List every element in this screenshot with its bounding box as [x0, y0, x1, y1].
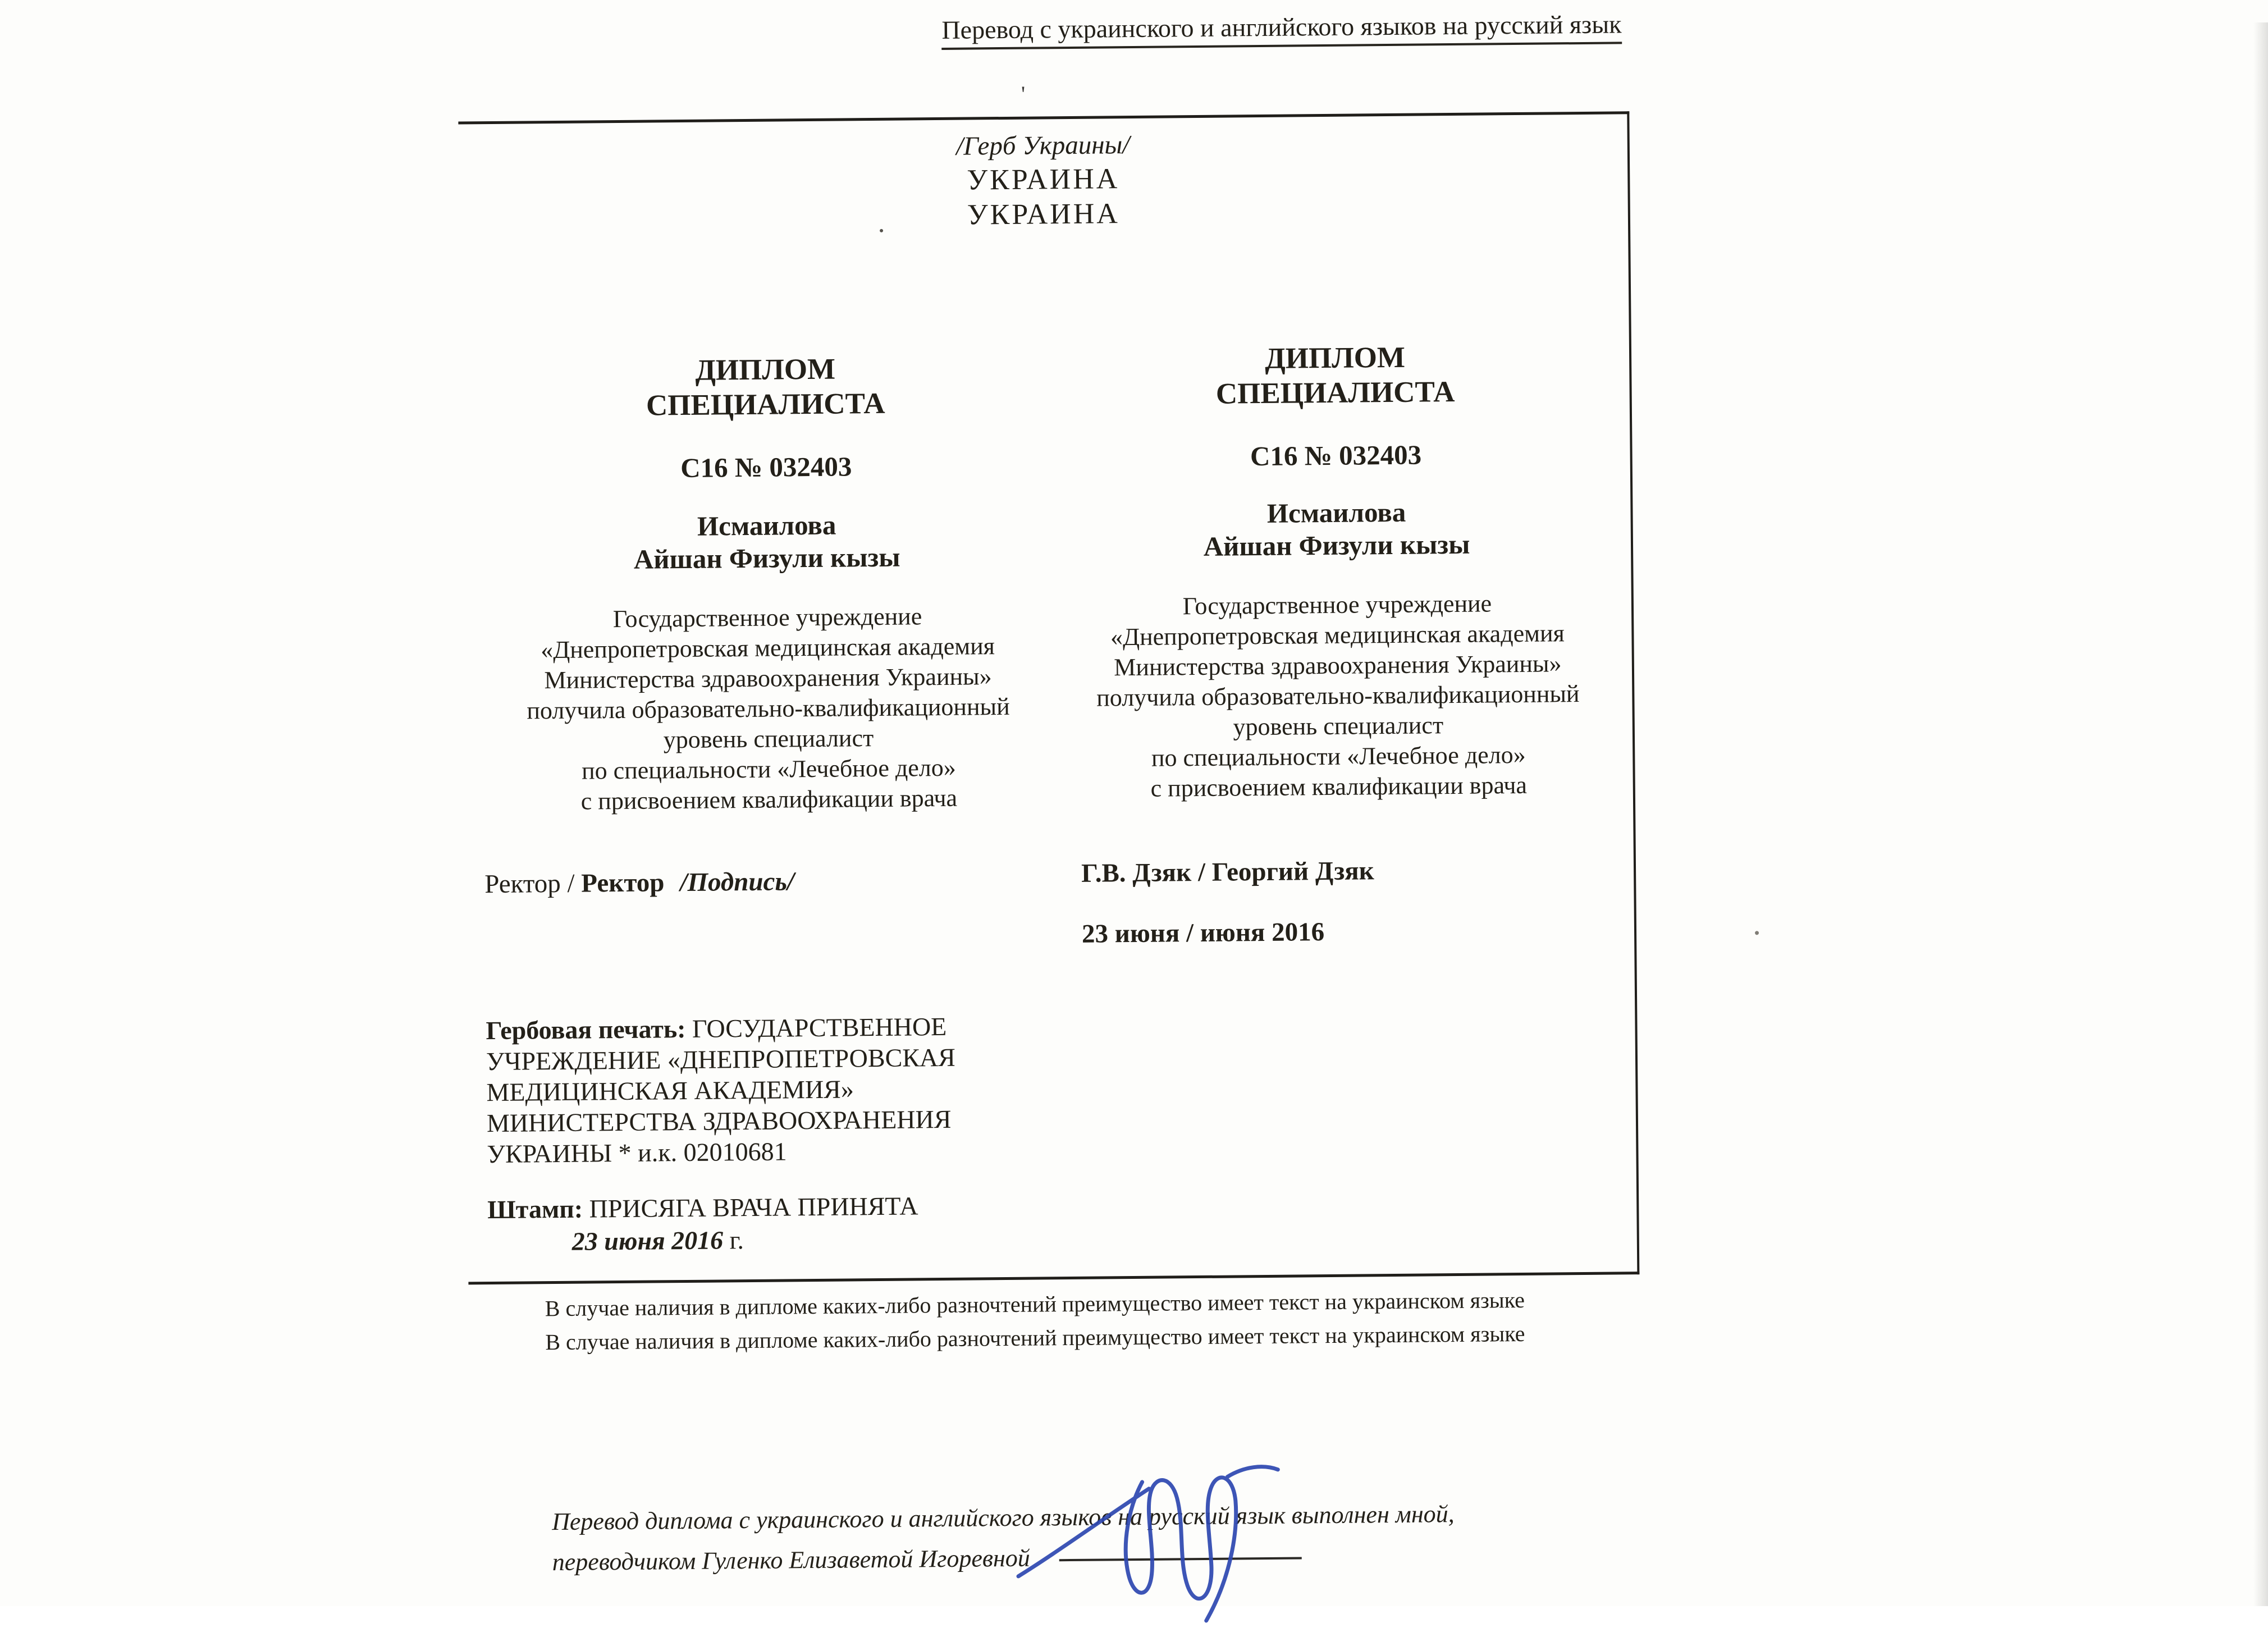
left-holder-given-names: Айшан Физули кызы [633, 541, 900, 575]
scan-noise-mark: ' [1021, 81, 1026, 107]
emblem-block [459, 124, 1629, 237]
left-body-line: Министерства здравоохранения Украины» [544, 662, 992, 694]
right-body-line: Государственное учреждение [1182, 589, 1492, 620]
scan-edge-shadow [2253, 22, 2268, 1606]
translation-header-text: Перевод с украинского и английского языков на русский язык [941, 10, 1622, 50]
rector-label-translated: Ректор [581, 868, 665, 898]
seal-text-line: МЕДИЦИНСКАЯ АКАДЕМИЯ» [486, 1074, 854, 1107]
right-body-line: с присвоением квалификации врача [1150, 771, 1528, 802]
stamp-label: Штамп: [487, 1194, 583, 1224]
translator-signature-ink [1009, 1457, 1303, 1628]
issue-date-line: 23 июня / июня 2016 [1081, 917, 1325, 949]
left-body-line: Государственное учреждение [612, 602, 922, 633]
right-diploma-title-line1: ДИПЛОМ [1265, 341, 1406, 375]
rector-label: Ректор / [484, 868, 582, 899]
right-body-line: по специальности «Лечебное дело» [1151, 740, 1526, 772]
left-body-line: уровень специалист [663, 724, 874, 754]
right-body-line: уровень специалист [1233, 711, 1444, 741]
stamp-date-suffix: г. [723, 1226, 744, 1255]
right-diploma-title-line2: СПЕЦИАЛИСТА [1215, 375, 1455, 410]
seal-description-block [486, 1010, 1014, 1169]
rector-name-line: Г.В. Дзяк / Георгий Дзяк [1081, 856, 1374, 888]
seal-text-line: ГОСУДАРСТВЕННОЕ [685, 1012, 947, 1043]
right-holder-name [1067, 495, 1606, 564]
left-diploma-title [484, 350, 1046, 424]
left-holder-name [486, 507, 1048, 577]
stamp-text: ПРИСЯГА ВРАЧА ПРИНЯТА [582, 1191, 918, 1223]
stamp-date: 23 июня 2016 [571, 1226, 724, 1256]
right-diploma-body [1068, 588, 1608, 804]
translation-header [925, 9, 1638, 45]
scan-noise-dot [1755, 931, 1759, 935]
stamp-description-line [487, 1191, 918, 1224]
seal-label: Гербовая печать: [486, 1014, 686, 1045]
rector-signature-line [484, 866, 794, 899]
right-holder-given-names: Айшан Физули кызы [1203, 528, 1470, 562]
seal-text-line: УКРАИНЫ * и.к. 02010681 [487, 1137, 787, 1169]
left-diploma-title-line2: СПЕЦИАЛИСТА [646, 387, 885, 422]
left-diploma-serial: С16 № 032403 [680, 451, 852, 484]
country-name-line2: УКРАИНА [967, 198, 1121, 231]
left-diploma-body [487, 600, 1050, 817]
left-body-line: по специальности «Лечебное дело» [581, 753, 956, 785]
seal-text-line: МИНИСТЕРСТВА ЗДРАВООХРАНЕНИЯ [486, 1104, 952, 1138]
right-holder-surname: Исмаилова [1266, 496, 1406, 529]
stamp-date-line [572, 1225, 744, 1256]
right-diploma-title [1066, 339, 1605, 413]
emblem-note: /Герб Украины/ [955, 130, 1130, 161]
discrepancy-disclaimer-line2: В случае наличия в дипломе каких-либо разночтений преимущество имеет текст на украинском языке [545, 1320, 1525, 1355]
country-name-line1: УКРАИНА [967, 163, 1120, 196]
left-holder-surname: Исмаилова [697, 509, 836, 542]
scan-noise-dot [880, 229, 883, 232]
signature-placeholder-note: /Подпись/ [680, 867, 795, 898]
left-body-line: с присвоением квалификации врача [580, 784, 958, 815]
right-diploma-serial: С16 № 032403 [1250, 439, 1422, 472]
right-body-line: «Днепропетровская медицинская академия [1110, 619, 1565, 651]
right-body-line: получила образовательно-квалификационный [1096, 680, 1580, 712]
right-body-line: Министерства здравоохранения Украины» [1114, 650, 1562, 682]
translator-statement-line1: Перевод диплома с украинского и английского языков на русский язык выполнен мной, [551, 1500, 1455, 1536]
seal-text-line: УЧРЕЖДЕНИЕ «ДНЕПРОПЕТРОВСКАЯ [486, 1042, 956, 1076]
left-diploma-title-line1: ДИПЛОМ [695, 353, 836, 387]
left-body-line: «Днепропетровская медицинская академия [541, 632, 995, 664]
translator-name-text: переводчиком Гуленко Елизаветой Игоревной [552, 1544, 1030, 1576]
discrepancy-disclaimer-line1: В случае наличия в дипломе каких-либо разночтений преимущество имеет текст на украинском языке [545, 1287, 1525, 1322]
left-body-line: получила образовательно-квалификационный [527, 692, 1010, 725]
